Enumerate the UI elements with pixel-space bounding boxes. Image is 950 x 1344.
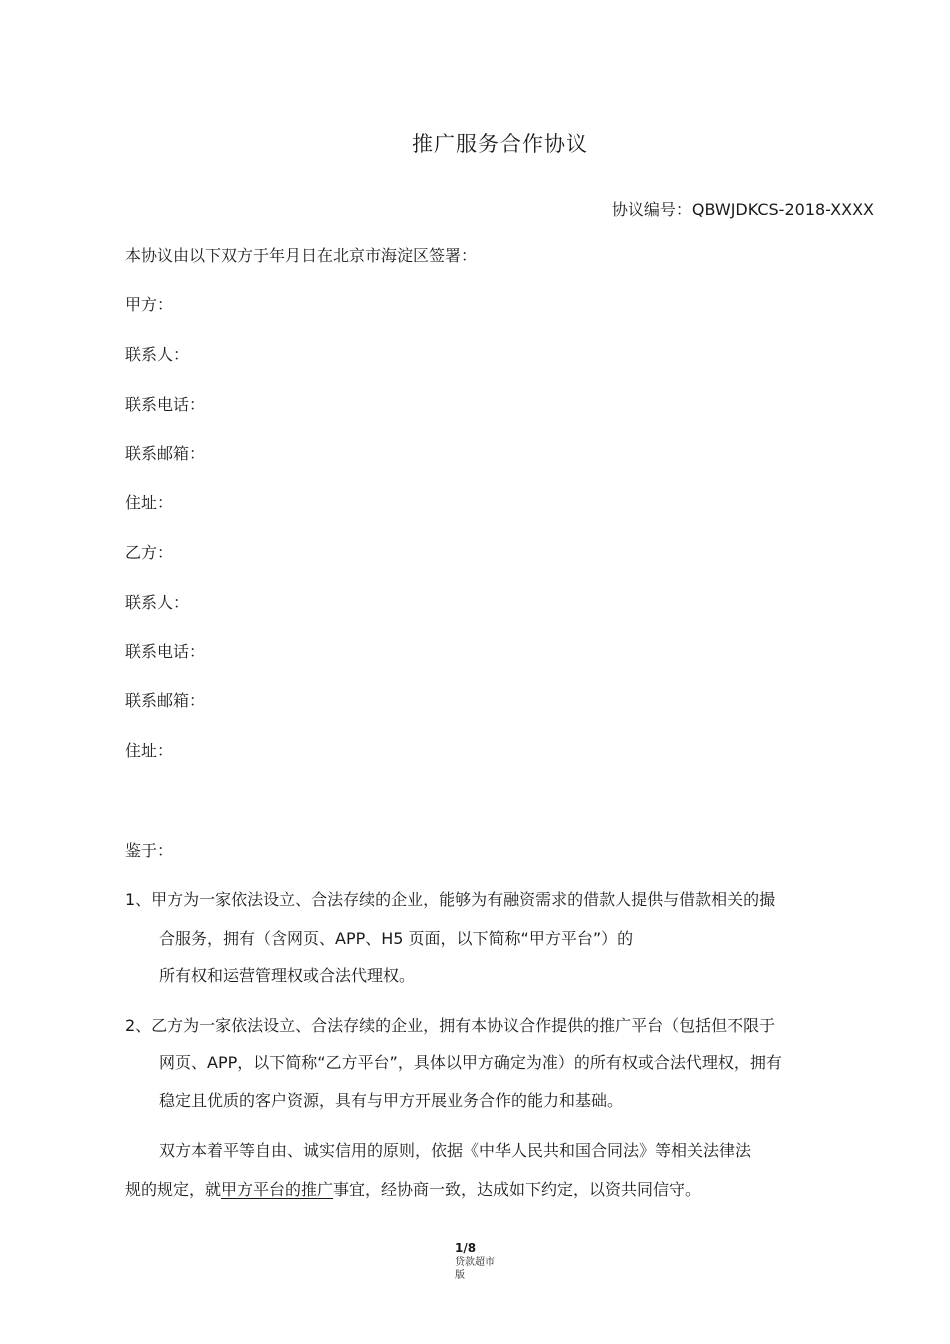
clause-1-line-3: 所有权和运营管理权或合法代理权。 bbox=[159, 966, 416, 985]
party-a-address: 住址： bbox=[125, 493, 174, 512]
agreement-number: 协议编号：QBWJDKCS-2018-XXXX bbox=[611, 200, 874, 219]
party-a-phone: 联系电话： bbox=[125, 395, 206, 414]
party-b-contact: 联系人： bbox=[125, 593, 190, 612]
closing-line-2-suffix: 事宜，经协商一致，达成如下约定，以资共同信守。 bbox=[333, 1180, 702, 1199]
party-b-label: 乙方： bbox=[125, 543, 174, 562]
footer-label-line-1: 贷款超市 bbox=[455, 1257, 495, 1268]
clause-1-line-1: 1、甲方为一家依法设立、合法存续的企业，能够为有融资需求的借款人提供与借款相关的撮 bbox=[125, 890, 776, 909]
closing-line-2-prefix: 规的规定，就 bbox=[125, 1180, 222, 1199]
party-a-contact: 联系人： bbox=[125, 345, 190, 364]
party-a-email: 联系邮箱： bbox=[125, 444, 206, 463]
closing-line-2-underlined: 甲方平台的推广 bbox=[221, 1180, 334, 1199]
closing-line-2 bbox=[125, 1177, 701, 1200]
whereas-heading: 鉴于： bbox=[125, 841, 174, 860]
page-number: 1/8 bbox=[455, 1241, 477, 1255]
clause-2-line-1: 2、乙方为一家依法设立、合法存续的企业，拥有本协议合作提供的推广平台（包括但不限于 bbox=[125, 1016, 776, 1035]
party-b-phone: 联系电话： bbox=[125, 642, 206, 661]
party-a-label: 甲方： bbox=[125, 295, 174, 314]
closing-line-1: 双方本着平等自由、诚实信用的原则，依据《中华人民共和国合同法》等相关法律法 bbox=[159, 1141, 752, 1160]
party-b-email: 联系邮箱： bbox=[125, 691, 206, 710]
page-footer bbox=[455, 1241, 515, 1282]
footer-label-line-2: 版 bbox=[455, 1270, 465, 1281]
clause-2-line-2: 网页、APP，以下简称“乙方平台”，具体以甲方确定为准）的所有权或合法代理权，拥有 bbox=[159, 1053, 782, 1072]
document-title: 推广服务合作协议 bbox=[412, 132, 588, 156]
intro-line: 本协议由以下双方于年月日在北京市海淀区签署： bbox=[125, 246, 478, 265]
clause-2-line-3: 稳定且优质的客户资源，具有与甲方开展业务合作的能力和基础。 bbox=[159, 1091, 624, 1110]
party-b-address: 住址： bbox=[125, 741, 174, 760]
clause-1-line-2: 合服务，拥有（含网页、APP、H5 页面，以下简称“甲方平台”）的 bbox=[159, 929, 634, 948]
